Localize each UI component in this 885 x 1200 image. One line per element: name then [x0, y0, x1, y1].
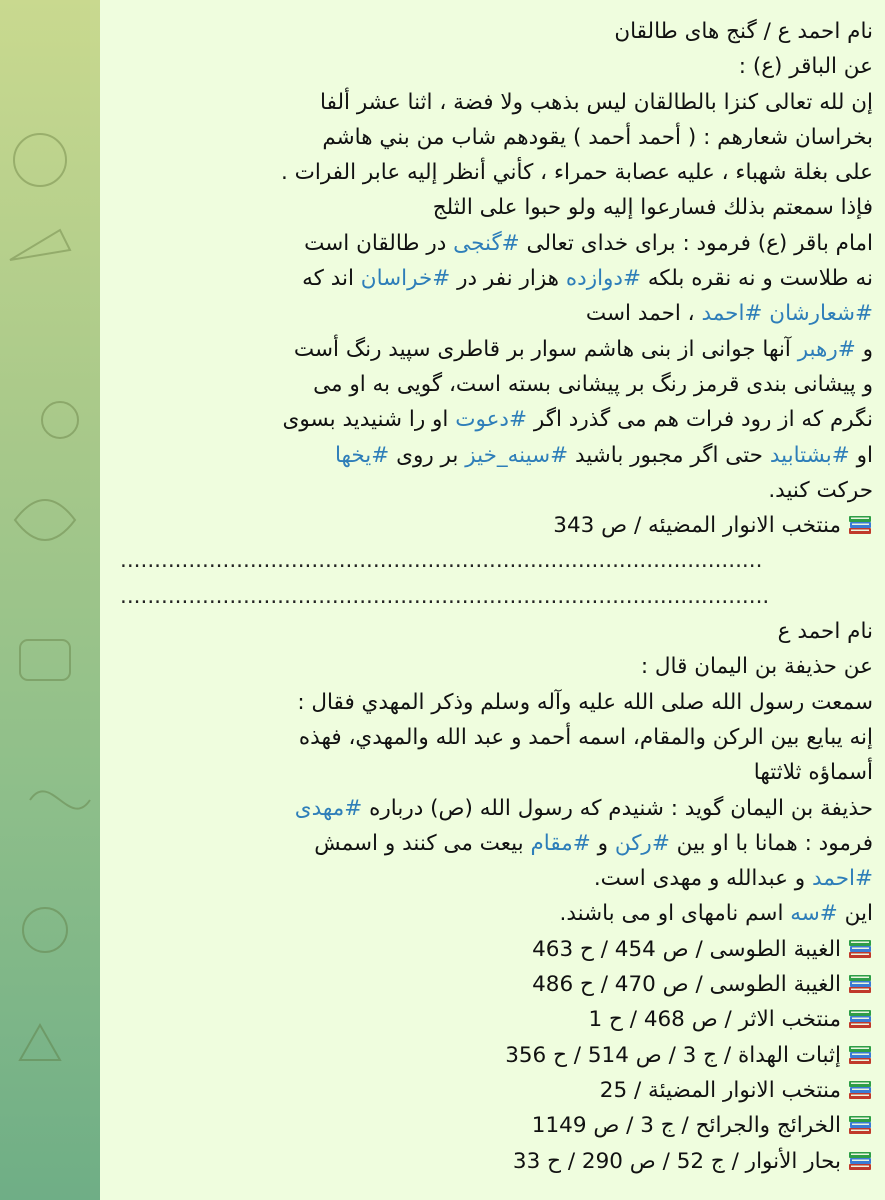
- text-segment: و پیشانی بندی قرمز رنگ بر پیشانی بسته است، گویی به او می: [313, 371, 873, 397]
- text-segment: آنها جوانی از بنی هاشم سوار بر قاطری سپید رنگ أست: [293, 336, 798, 362]
- text-line: [120, 508, 873, 543]
- books-icon: [847, 936, 873, 960]
- text-segment: نام احمد ع / گنج های طالقان: [614, 19, 873, 44]
- text-segment: اند که: [302, 266, 361, 292]
- text-line: [120, 826, 873, 861]
- text-segment: الغيبة الطوسی / ص 454 / ح 463: [532, 936, 841, 962]
- text-segment: و: [855, 336, 873, 362]
- text-segment: در طالقان است: [304, 230, 454, 256]
- text-segment: این: [837, 901, 873, 927]
- text-line: [120, 332, 873, 367]
- text-segment: أسماؤه ثلاثتها: [753, 760, 873, 786]
- text-segment: إن لله تعالى كنزا بالطالقان ليس بذهب ولا فضة ، اثنا عشر ألفا: [320, 89, 873, 115]
- text-line: [120, 720, 873, 755]
- text-line: [120, 685, 873, 720]
- text-segment: امام باقر (ع) فرمود : برای خدای تعالی: [519, 230, 873, 256]
- text-segment: بیعت می کنند و اسمش: [314, 830, 531, 856]
- text-line: [120, 226, 873, 261]
- text-line: [120, 14, 873, 49]
- hashtag-link[interactable]: #مقام: [530, 830, 591, 856]
- books-icon: [847, 1148, 873, 1172]
- text-segment: سمعت رسول الله صلى الله عليه وآله وسلم وذكر المهدي فقال :: [297, 689, 873, 715]
- hashtag-link[interactable]: #گنجی: [453, 230, 520, 256]
- text-segment: حتی اگر مجبور باشید: [568, 442, 770, 468]
- text-line: [120, 296, 873, 331]
- text-segment: منتخب الانوار المضیئة / 25: [599, 1077, 841, 1103]
- books-icon: [847, 1042, 873, 1066]
- text-segment: هزار نفر در: [450, 266, 566, 292]
- separator-line-1: ..............................................................................................: [120, 548, 763, 574]
- text-line: [120, 190, 873, 225]
- text-line: [120, 861, 873, 896]
- hashtag-link[interactable]: #رکن: [614, 830, 670, 856]
- text-line: [120, 896, 873, 931]
- hashtag-link[interactable]: #شعارشان: [769, 301, 873, 327]
- hashtag-link[interactable]: #دعوت: [455, 407, 528, 433]
- hashtag-link[interactable]: #دوازده: [565, 266, 642, 292]
- text-segment: على بغلة شهباء ، عليه عصابة حمراء ، كأني أنظر إليه عابر الفرات .: [280, 160, 873, 186]
- text-line: [120, 967, 873, 1002]
- text-segment: منتخب الانوار المضیئه / ص 343: [553, 513, 841, 539]
- hashtag-link[interactable]: #خراسان: [360, 266, 451, 292]
- text-segment: حذيفة بن اليمان گويد : شنیدم که رسول الله (ص) درباره: [362, 795, 873, 821]
- post-ahmad-name: [120, 614, 873, 1179]
- hashtag-link[interactable]: #رهبر: [797, 336, 856, 362]
- text-segment: إنه يبايع بين الركن والمقام، اسمه أحمد و عبد الله والمهدي، فهذه: [298, 724, 873, 750]
- text-line: [120, 438, 873, 473]
- text-line: [120, 367, 873, 402]
- books-icon: [847, 1006, 873, 1030]
- text-segment: بحار الأنوار / ج 52 / ص 290 / ح 33: [512, 1148, 841, 1174]
- text-segment: بر روی: [389, 442, 466, 468]
- text-segment: و عبدالله و مهدی است.: [593, 866, 812, 892]
- books-icon: [847, 971, 873, 995]
- text-segment: نگرم که از رود فرات هم می گذرد اگر: [527, 407, 873, 433]
- text-segment: بخراسان شعارهم : ( أحمد أحمد ) يقودهم شاب من بني هاشم: [322, 124, 873, 150]
- text-line: [120, 1002, 873, 1037]
- text-line: [120, 402, 873, 437]
- text-segment: الغيبة الطوسی / ص 470 / ح 486: [532, 972, 841, 998]
- books-icon: [847, 1077, 873, 1101]
- text-line: [120, 120, 873, 155]
- text-line: [120, 755, 873, 790]
- hashtag-link[interactable]: #یخها: [334, 442, 390, 468]
- hashtag-link[interactable]: #سینه_خیز: [465, 442, 569, 468]
- text-segment: منتخب الاثر / ص 468 / ح 1: [588, 1007, 841, 1033]
- text-line: [120, 85, 873, 120]
- text-segment: حرکت کنید.: [768, 477, 873, 503]
- books-icon: [847, 512, 873, 536]
- text-line: [120, 1144, 873, 1179]
- text-segment: فرمود : همانا با او بین: [669, 830, 873, 856]
- text-line: [120, 473, 873, 508]
- text-line: [120, 49, 873, 84]
- hashtag-link[interactable]: #بشتابید: [769, 442, 850, 468]
- books-icon: [847, 1112, 873, 1136]
- text-segment: الخرائج والجرائح / ج 3 / ص 1149: [531, 1113, 841, 1139]
- post-ahmad-treasures: [120, 14, 873, 543]
- text-segment: او را شنیدید بسوی: [282, 407, 456, 433]
- text-segment: اسم نامهای او می باشند.: [559, 901, 791, 927]
- text-line: [120, 649, 873, 684]
- text-segment: او: [849, 442, 873, 468]
- text-line: [120, 1108, 873, 1143]
- message-bubble[interactable]: [100, 0, 885, 1200]
- text-segment: ، احمد است: [585, 301, 702, 327]
- text-line: [120, 614, 873, 649]
- text-segment: و: [590, 830, 615, 856]
- separator-line-2: ...............................................................................................: [120, 583, 770, 609]
- text-segment: عن حذيفة بن اليمان قال :: [640, 654, 873, 680]
- text-segment: فإذا سمعتم بذلك فسارعوا إليه ولو حبوا على الثلج: [432, 195, 873, 221]
- hashtag-link[interactable]: #سه: [790, 901, 838, 927]
- text-segment: نه طلاست و نه نقره بلکه: [641, 266, 873, 292]
- text-segment: نام احمد ع: [777, 619, 873, 645]
- text-segment: عن الباقر (ع) :: [738, 54, 873, 80]
- text-line: [120, 791, 873, 826]
- text-line: [120, 1073, 873, 1108]
- hashtag-link[interactable]: #احمد: [701, 301, 763, 327]
- text-line: [120, 932, 873, 967]
- text-line: [120, 261, 873, 296]
- text-segment: إثبات الهداة / ج 3 / ص 514 / ح 356: [505, 1042, 841, 1068]
- text-line: [120, 155, 873, 190]
- hashtag-link[interactable]: #مهدی: [294, 795, 363, 821]
- hashtag-link[interactable]: #احمد: [812, 866, 873, 892]
- text-line: [120, 1038, 873, 1073]
